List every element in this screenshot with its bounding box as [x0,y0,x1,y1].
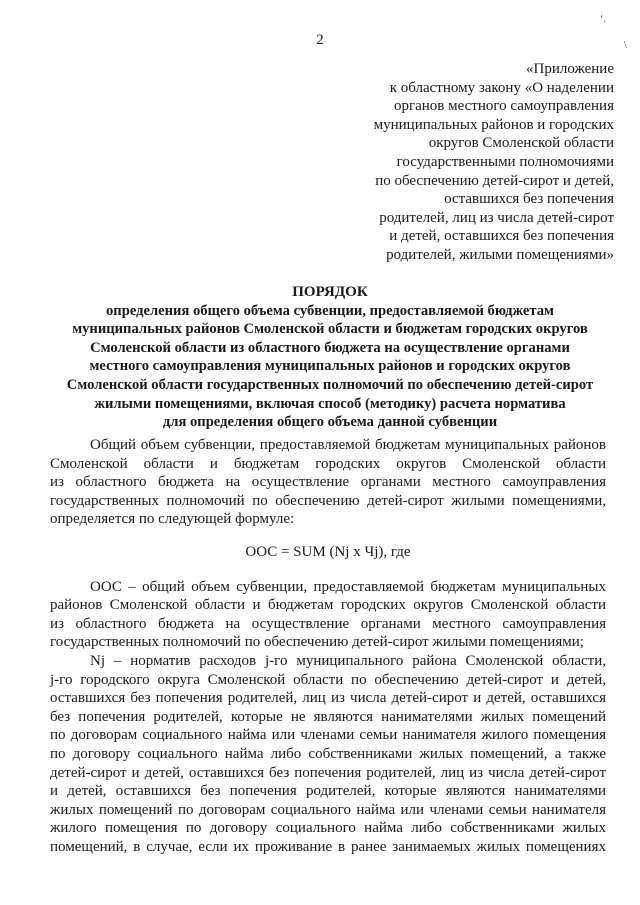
nj-definition-line: жилых помещений по договорам социального найма или членами семьи нанимателя [50,801,606,818]
ooc-definition-line: ООС – общий объем субвенции, предоставляемой бюджетам муниципальных [90,578,606,595]
ooc-definition-line: государственных полномочий по обеспечению детей-сирот жилыми помещениями; [50,634,584,651]
subtitle-line: местного самоуправления муниципальных районов и городских округов [89,358,571,375]
nj-definition-line: по договорам социального найма или членами семьи нанимателя жилого помещения [50,727,606,744]
subtitle-line: Смоленской области из областного бюджета на осуществление органами [90,339,570,356]
appendix-line: государственными полномочиями [396,153,614,170]
nj-definition-line: помещений, в случае, если их проживание в ранее занимаемых жилых помещениях [50,838,606,855]
nj-definition-line: и детей, оставшихся без попечения родителей, которые являются нанимателями [50,783,606,800]
subtitle-line: жилыми помещениями, включая способ (методику) расчета норматива [94,395,566,412]
appendix-line: и детей, оставшихся без попечения [389,228,614,245]
nj-definition-line: жилого помещения по договору социального найма либо собственниками жилых [50,820,606,837]
subtitle-line: Смоленской области государственных полномочий по обеспечению детей-сирот [66,376,594,393]
appendix-line: родителей, лиц из числа детей-сирот [379,209,614,226]
nj-definition-line: j-го городского округа Смоленской области по обеспечению детей-сирот и детей, [50,671,606,688]
document-body [50,436,606,856]
nj-definition-line: по договору социального найма либо собственниками жилых помещений, а также [50,745,606,762]
subtitle-line: определения общего объема субвенции, предоставляемой бюджетам [106,302,554,319]
appendix-block [334,60,614,265]
intro-line: Смоленской области и бюджетам городских округов Смоленской области [50,455,606,472]
subtitle-line: для определения общего объема данной субвенции [162,414,498,431]
formula: ООС = SUM (Nj x Чj), где [245,543,411,560]
appendix-line: округов Смоленской области [428,135,614,152]
appendix-line: родителей, жилыми помещениями» [386,246,614,263]
nj-definition-line: Nj – норматив расходов j-го муниципального района Смоленской области, [90,652,606,669]
appendix-line: оставшихся без попечения [444,191,614,208]
intro-line: государственных полномочий по обеспечению детей-сирот жилыми помещениями, [50,492,606,509]
appendix-line: к областному закону «О наделении [389,79,614,96]
appendix-line: «Приложение [525,61,614,77]
nj-definition-line: без попечения родителей, которые не являются нанимателями жилых помещений [50,708,606,725]
document-title-block [40,283,620,432]
intro-line: Общий объем субвенции, предоставляемой бюджетам муниципальных районов [90,437,606,453]
appendix-line: органов местного самоуправления [393,98,614,115]
document-title: ПОРЯДОК [292,284,368,300]
ooc-definition-line: из областного бюджета на осуществление органами местного самоуправления [50,615,606,632]
intro-line: из областного бюджета на осуществление органами местного самоуправления [50,474,606,491]
ooc-definition-line: районов Смоленской области и бюджетам городских округов Смоленской области [50,597,606,614]
corner-mark: ‘. [600,14,606,25]
subtitle-line: муниципальных районов Смоленской области и бюджетам городских округов [72,321,588,338]
intro-line: определяется по следующей формуле: [50,511,295,528]
appendix-line: муниципальных районов и городских [373,116,614,133]
page-number: 2 [316,32,324,48]
corner-mark: \ [624,40,627,51]
nj-definition-line: оставшихся без попечения родителей, лиц из числа детей-сирот и детей, оставшихся [50,690,606,707]
nj-definition-line: детей-сирот и детей, оставшихся без попечения родителей, лиц из числа детей-сирот [50,764,606,781]
appendix-line: по обеспечению детей-сирот и детей, [375,172,614,189]
